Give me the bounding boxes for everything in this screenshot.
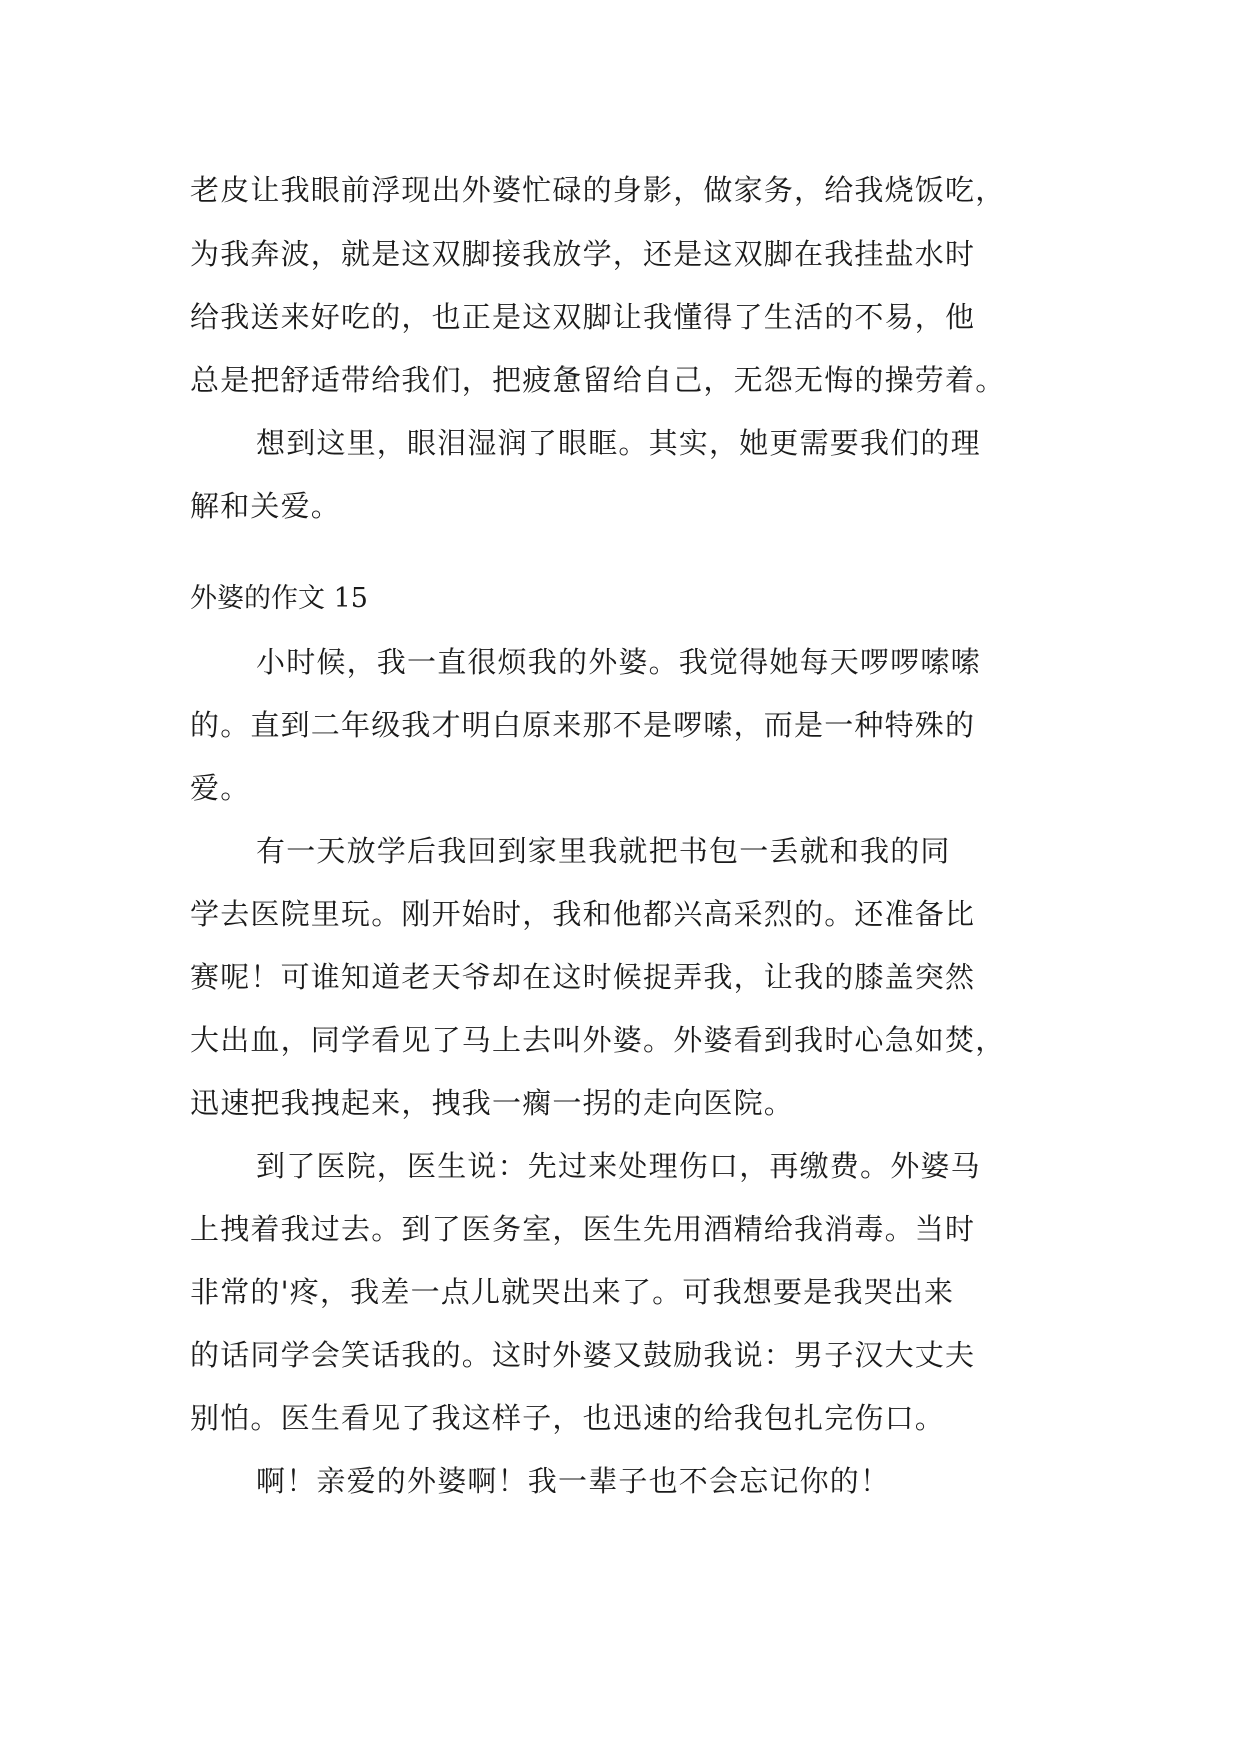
paragraph-line: 老皮让我眼前浮现出外婆忙碌的身影，做家务，给我烧饭吃， <box>190 173 1006 207</box>
paragraph-line: 爱。 <box>190 771 251 805</box>
paragraph-line: 为我奔波，就是这双脚接我放学，还是这双脚在我挂盐水时 <box>190 237 976 271</box>
paragraph-line: 的。直到二年级我才明白原来那不是啰嗦，而是一种特殊的 <box>190 708 976 742</box>
paragraph-line: 有一天放学后我回到家里我就把书包一丢就和我的同 <box>256 834 951 868</box>
essay-heading: 外婆的作文 15 <box>190 583 368 614</box>
paragraph-line: 啊！亲爱的外婆啊！我一辈子也不会忘记你的！ <box>256 1464 891 1498</box>
paragraph-line: 上拽着我过去。到了医务室，医生先用酒精给我消毒。当时 <box>190 1212 976 1246</box>
paragraph-line: 的话同学会笑话我的。这时外婆又鼓励我说：男子汉大丈夫 <box>190 1338 976 1372</box>
paragraph-line: 大出血，同学看见了马上去叫外婆。外婆看到我时心急如焚， <box>190 1023 1006 1057</box>
paragraph-line: 解和关爱。 <box>190 489 342 523</box>
paragraph-line: 小时候，我一直很烦我的外婆。我觉得她每天啰啰嗦嗦 <box>256 645 981 679</box>
paragraph-line: 想到这里，眼泪湿润了眼眶。其实，她更需要我们的理 <box>256 426 981 460</box>
paragraph-line: 别怕。医生看见了我这样子，也迅速的给我包扎完伤口。 <box>190 1401 946 1435</box>
paragraph-line: 总是把舒适带给我们，把疲惫留给自己，无怨无悔的操劳着。 <box>190 363 1006 397</box>
paragraph-line: 迅速把我拽起来，拽我一瘸一拐的走向医院。 <box>190 1086 795 1120</box>
paragraph-line: 赛呢！可谁知道老天爷却在这时候捉弄我，让我的膝盖突然 <box>190 960 976 994</box>
paragraph-line: 学去医院里玩。刚开始时，我和他都兴高采烈的。还准备比 <box>190 897 976 931</box>
paragraph-line: 给我送来好吃的，也正是这双脚让我懂得了生活的不易，他 <box>190 300 976 334</box>
paragraph-line: 到了医院，医生说：先过来处理伤口，再缴费。外婆马 <box>256 1149 981 1183</box>
paragraph-line: 非常的'疼，我差一点儿就哭出来了。可我想要是我哭出来 <box>190 1275 955 1309</box>
